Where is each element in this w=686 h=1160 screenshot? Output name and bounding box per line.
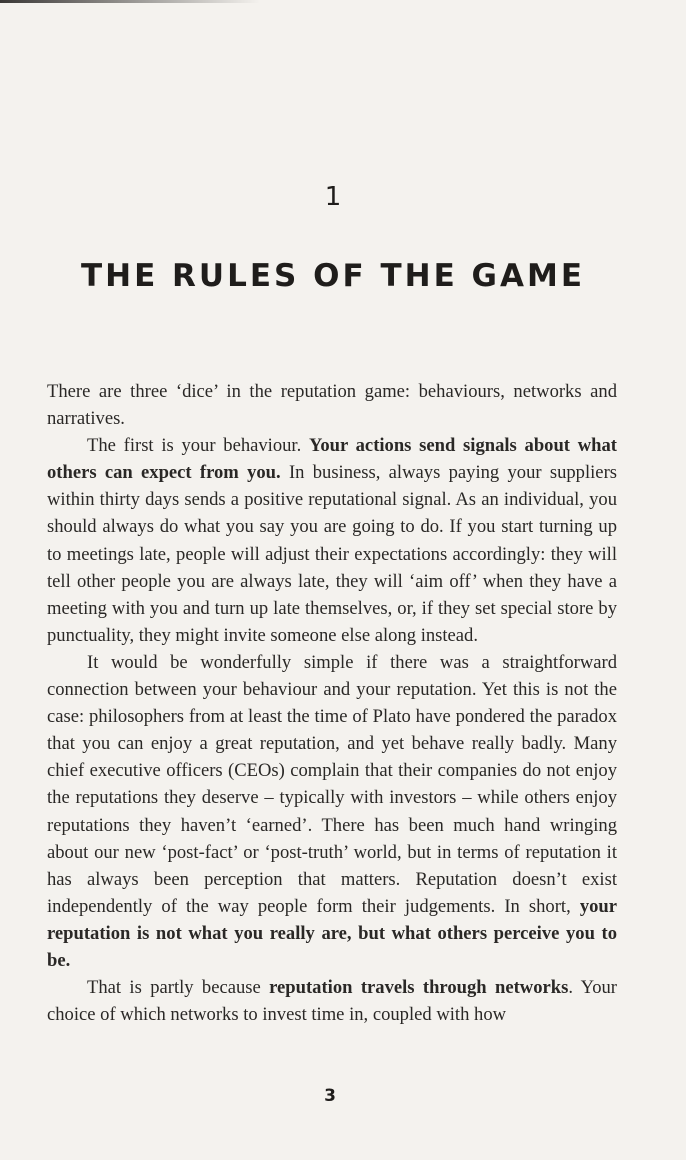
text-run: . Your choice of which networks to invest time in, coupled with how: [47, 977, 617, 1026]
text-run: It would be wonderfully simple if there was a straightforward connection between your behaviour and your reputation. Yet this is not the case: philosophers from at least the time of Plato have pondered the paradox that you can enjoy a great reputation, and yet behave really badly. Many chief executive officers (CEOs) complain that their companies do not enjoy the reputations they deserve – typically with investors – while others enjoy reputations they haven’t ‘earned’. There has been much hand wringing about our new ‘post-fact’ or ‘post-truth’ world, but in terms of reputation it has always been perception that matters. Reputation doesn’t exist independently of the way people form their judgements. In short,: [47, 651, 617, 917]
paragraph: [47, 649, 617, 974]
text-run: That is partly because: [87, 977, 270, 999]
bold-run: Your actions send signals about what others can expect from you.: [47, 435, 617, 484]
chapter-number: 1: [324, 182, 342, 212]
paragraph: [47, 432, 617, 649]
bold-run: your reputation is not what you really are, but what others perceive you to be.: [47, 895, 617, 971]
chapter-title: THE RULES OF THE GAME: [81, 258, 585, 294]
bold-run: reputation travels through networks: [269, 977, 569, 999]
text-run: The first is your behaviour.: [87, 435, 309, 457]
page-number: 3: [324, 1086, 336, 1106]
text-run: In business, always paying your suppliers within thirty days sends a positive reputational signal. As an individual, you should always do what you say you are going to do. If you start turning up to meetings late, people will adjust their expectations accordingly: they will tell other people you are always late, they will ‘aim off’ when they have a meeting with you and turn up late themselves, or, if they set special store by punctuality, they might invite someone else along instead.: [47, 462, 617, 646]
paragraph: [47, 974, 617, 1028]
body-text: [47, 378, 617, 1028]
text-run: There are three ‘dice’ in the reputation game: behaviours, networks and narratives.: [47, 381, 617, 430]
paragraph: [47, 378, 617, 432]
page-edge-shadow: [0, 0, 260, 3]
